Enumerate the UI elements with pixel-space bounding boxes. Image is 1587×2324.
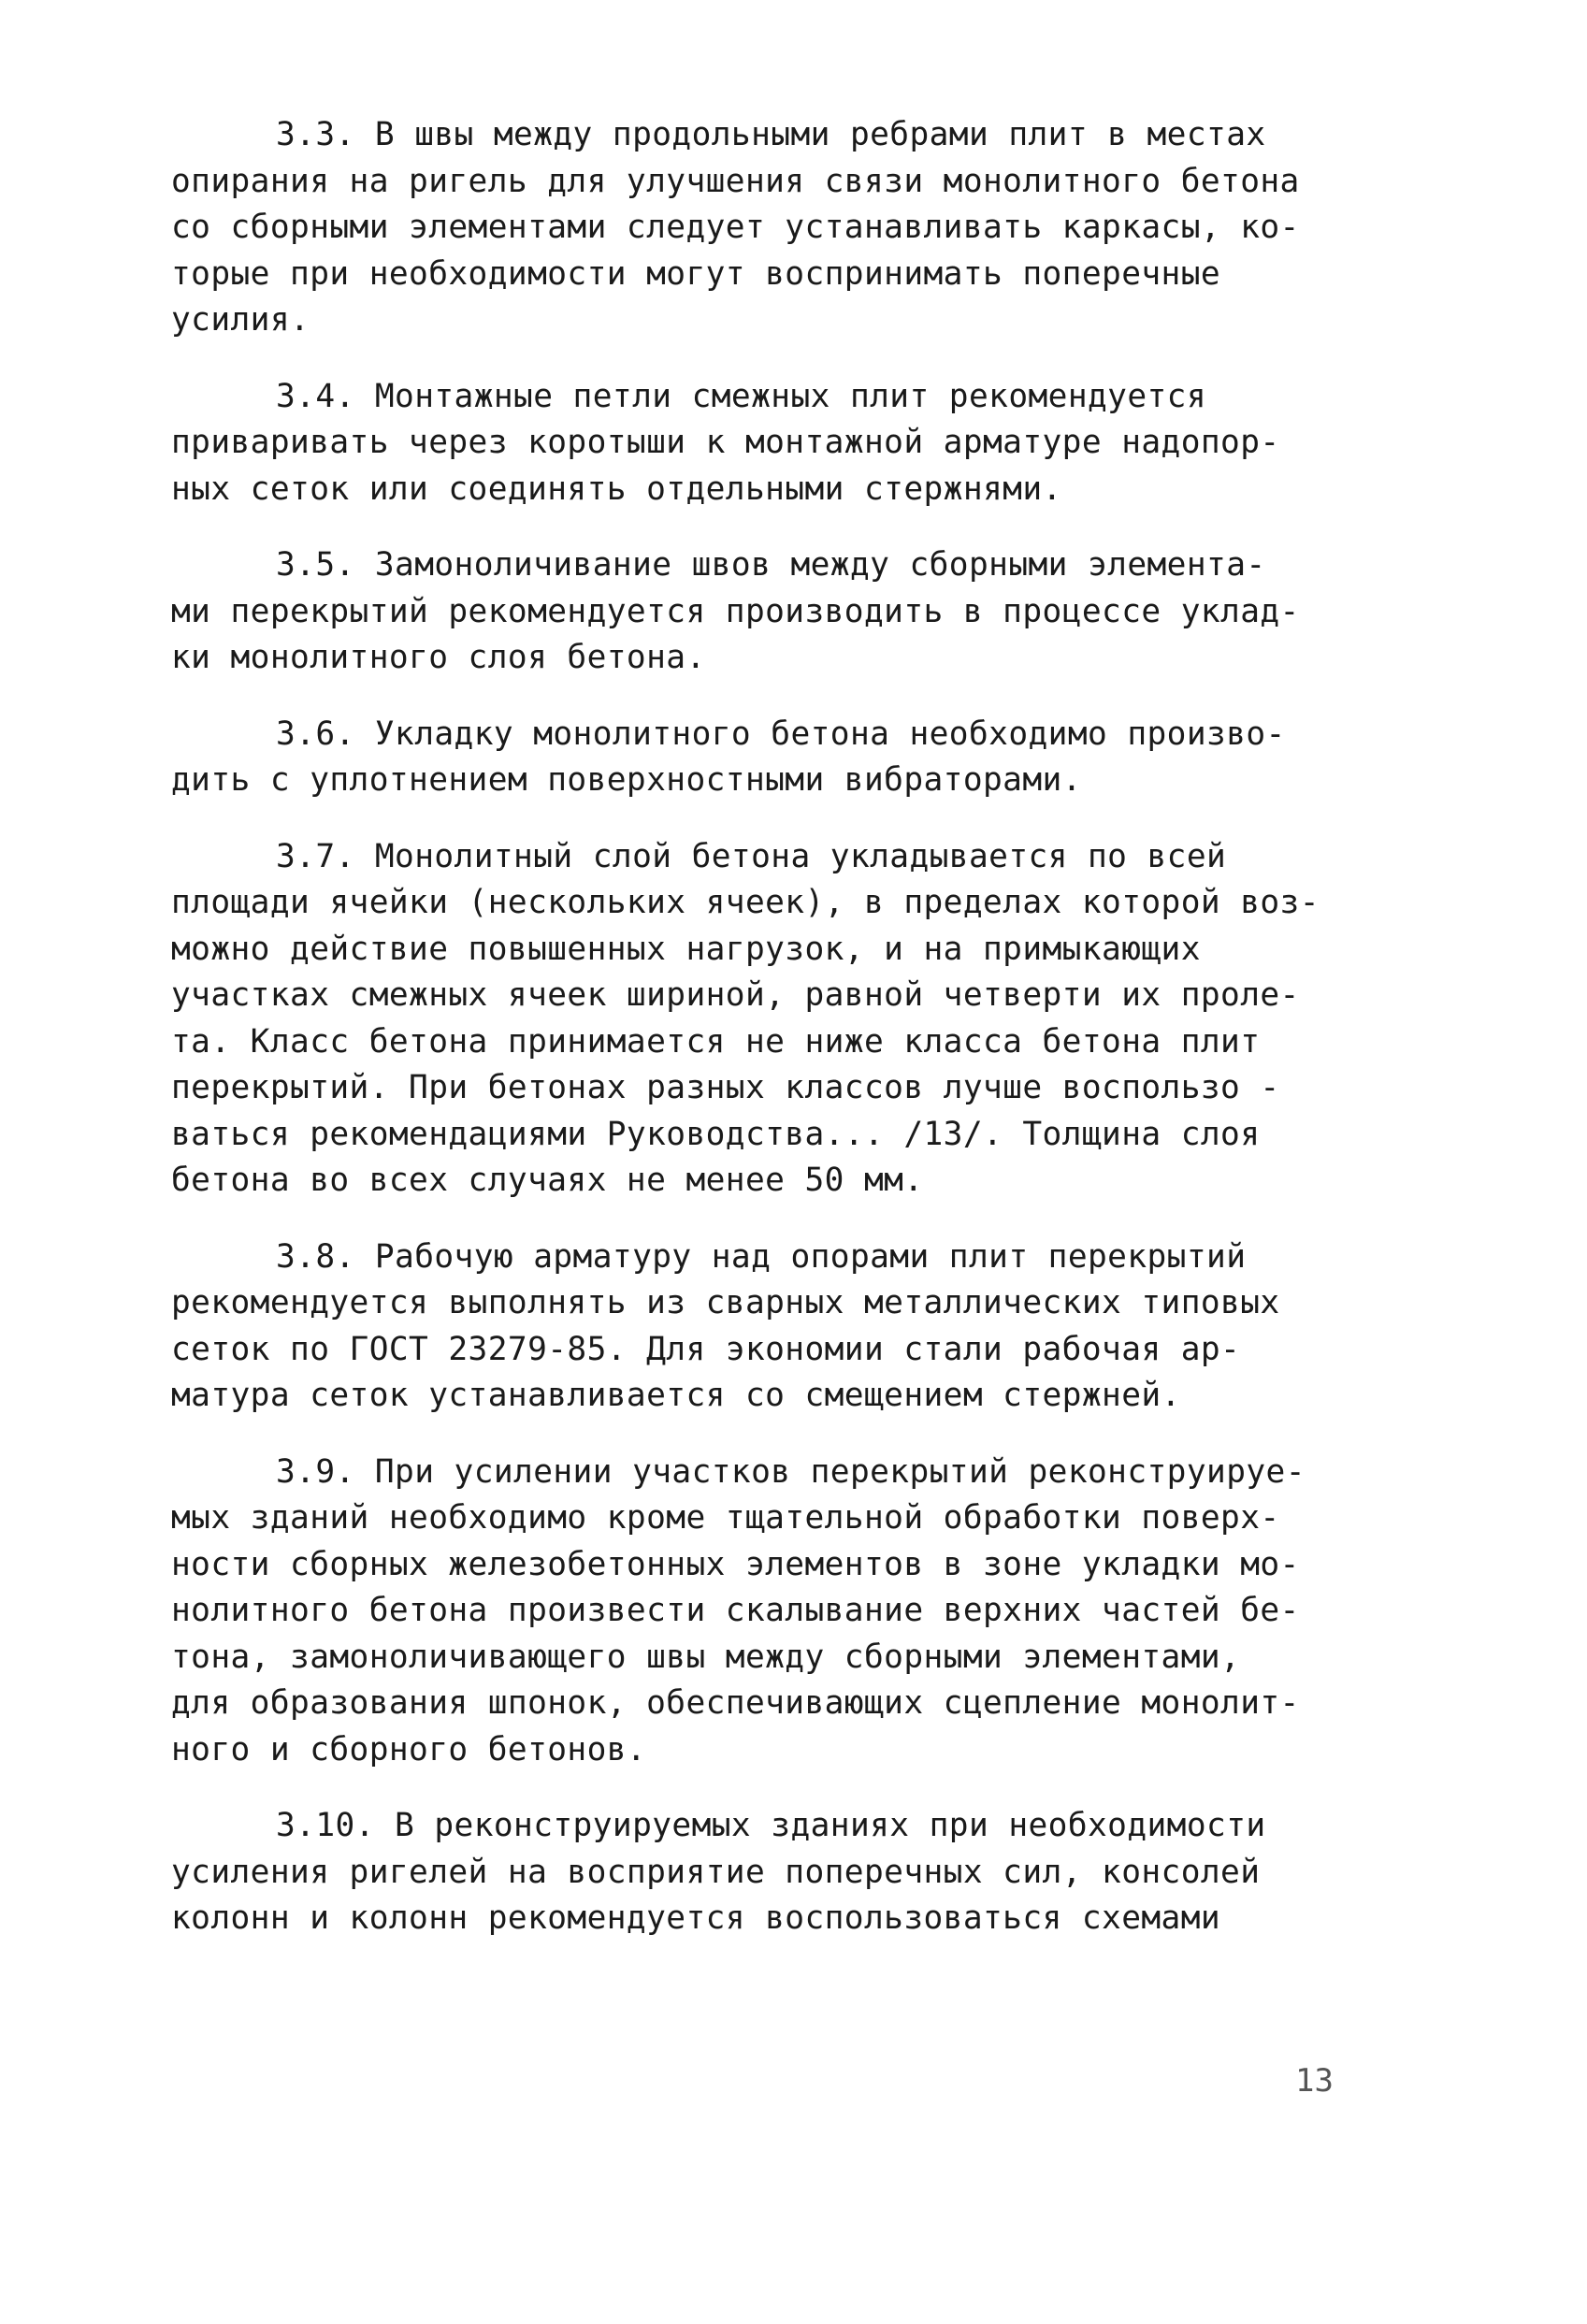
text-line: 3.7. Монолитный слой бетона укладывается по всей — [276, 837, 1227, 875]
text-line: ного и сборного бетонов. — [171, 1730, 647, 1768]
text-line: ки монолитного слоя бетона. — [171, 639, 706, 676]
text-line: 3.4. Монтажные петли смежных плит рекомендуется — [276, 377, 1207, 415]
text-line: ных сеток или соединять отдельными стержнями. — [171, 469, 1062, 508]
paragraph-3-9 — [171, 1450, 1434, 1774]
paragraph-3-3 — [171, 112, 1434, 344]
text-line: матура сеток устанавливается со смещением стержней. — [171, 1377, 1181, 1414]
text-line: для образования шпонок, обеспечивающих сцепление монолит- — [171, 1684, 1300, 1722]
text-line: торые при необходимости могут воспринимать поперечные — [171, 254, 1221, 293]
text-line: нолитного бетона произвести скалывание верхних частей бе- — [171, 1592, 1300, 1629]
text-line: ваться рекомендациями Руководства... /13/. Толщина слоя — [171, 1115, 1261, 1153]
text-line: можно действие повышенных нагрузок, и на примыкающих — [171, 930, 1201, 968]
text-line: мых зданий необходимо кроме тщательной обработки поверх- — [171, 1499, 1280, 1537]
text-line: перекрытий. При бетонах разных классов лучше воспользо - — [171, 1069, 1280, 1106]
text-line: 3.6. Укладку монолитного бетона необходимо произво- — [276, 715, 1286, 753]
text-line: колонн и колонн рекомендуется воспользоваться схемами — [171, 1899, 1221, 1937]
paragraph-3-5 — [171, 542, 1434, 682]
page-number: 13 — [1295, 2062, 1334, 2100]
text-line: 3.9. При усилении участков перекрытий реконструируе- — [276, 1452, 1306, 1491]
text-line: 3.8. Рабочую арматуру над опорами плит перекрытий — [276, 1237, 1247, 1276]
text-line: дить с уплотнением поверхностными вибраторами. — [171, 761, 1082, 799]
text-line: ности сборных железобетонных элементов в зоне укладки мо- — [171, 1545, 1300, 1583]
text-line: бетона во всех случаях не менее 50 мм. — [171, 1162, 924, 1199]
paragraph-3-7 — [171, 834, 1434, 1205]
text-line: 3.3. В швы между продольными ребрами плит в местах — [276, 116, 1266, 153]
paragraph-3-4 — [171, 374, 1434, 513]
text-line: участках смежных ячеек шириной, равной четверти их проле- — [171, 976, 1300, 1014]
text-line: площади ячейки (нескольких ячеек), в пределах которой воз- — [171, 884, 1320, 921]
text-line: рекомендуется выполнять из сварных металлических типовых — [171, 1284, 1280, 1321]
text-line: сеток по ГОСТ 23279-85. Для экономии стали рабочая ар- — [171, 1330, 1241, 1368]
text-line: со сборными элементами следует устанавливать каркасы, ко- — [171, 209, 1300, 246]
document-body — [171, 112, 1434, 1972]
paragraph-3-6 — [171, 712, 1434, 804]
text-line: 3.10. В реконструируемых зданиях при необходимости — [276, 1807, 1266, 1844]
paragraph-3-10 — [171, 1803, 1434, 1942]
text-line: 3.5. Замоноличивание швов между сборными элемента- — [276, 546, 1266, 584]
text-line: усиления ригелей на восприятие поперечных сил, консолей — [171, 1853, 1261, 1891]
text-line: приваривать через коротыши к монтажной арматуре надопор- — [171, 424, 1280, 461]
text-line: та. Класс бетона принимается не ниже класса бетона плит — [171, 1022, 1261, 1061]
text-line: тона, замоноличивающего швы между сборными элементами, — [171, 1638, 1241, 1676]
paragraph-3-8 — [171, 1234, 1434, 1420]
text-line: ми перекрытий рекомендуется производить в процессе уклад- — [171, 592, 1300, 630]
text-line: усилия. — [171, 301, 310, 339]
text-line: опирания на ригель для улучшения связи монолитного бетона — [171, 162, 1300, 200]
